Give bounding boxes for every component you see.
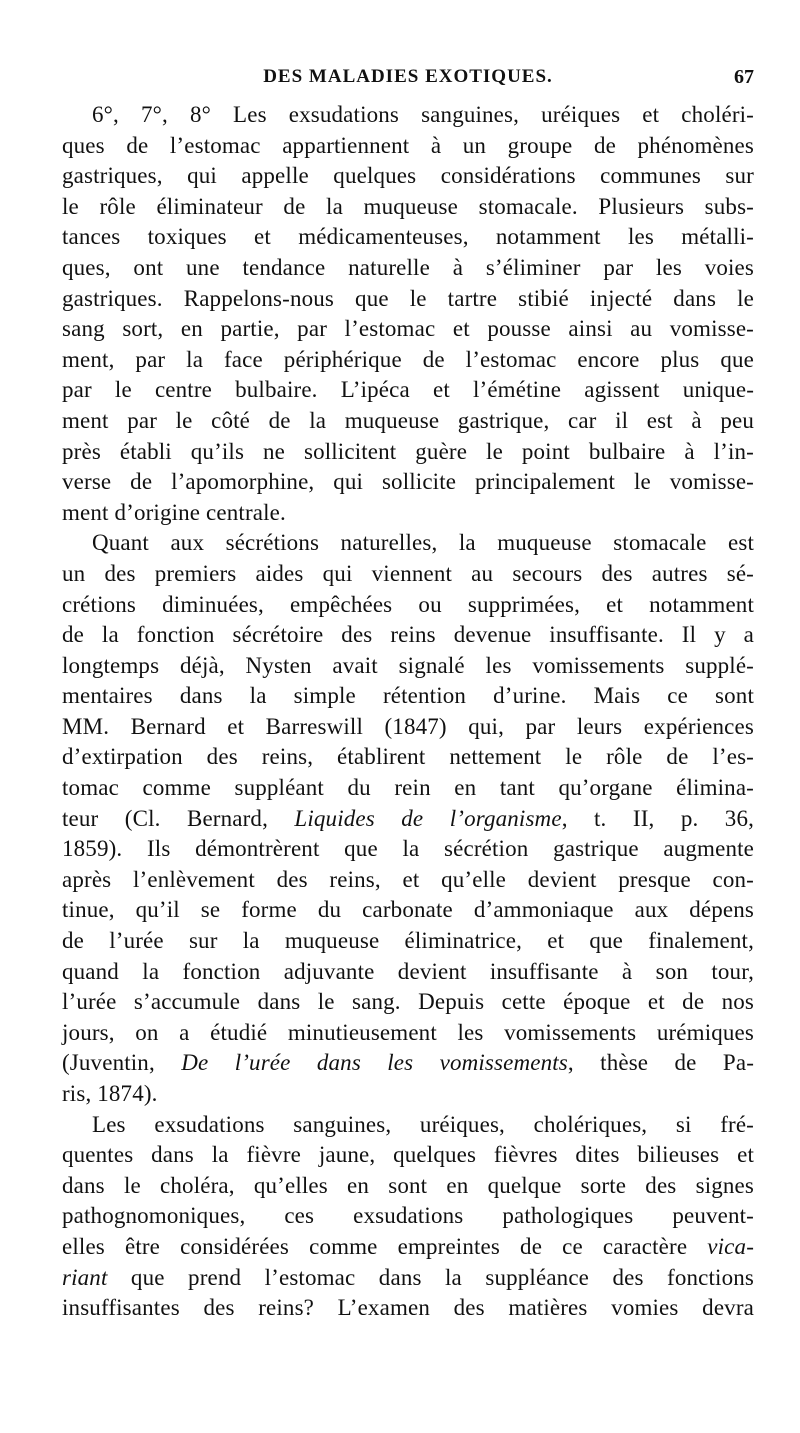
running-title: DES MALADIES EXOTIQUES. <box>263 66 553 87</box>
text-line: après l’enlèvement des reins, et qu’elle devient presque con- <box>62 866 754 892</box>
text-fragment: elles être considérées comme empreintes de ce caractère <box>62 1233 708 1259</box>
text-line: longtemps déjà, Nysten avait signalé les vomissements supplé- <box>62 652 754 678</box>
text-line: ris, 1874). <box>62 1081 158 1106</box>
text-line: ment, par la face périphérique de l’estomac encore plus que <box>62 346 754 372</box>
text-line: insuffisantes des reins? L’examen des matières vomies devra <box>62 1295 754 1321</box>
paragraph-gastric-elimination <box>62 100 754 528</box>
paragraph-exsudations <box>62 1110 754 1324</box>
text-line: tances toxiques et médicamenteuses, notamment les métalli- <box>62 224 754 250</box>
running-header <box>62 66 754 100</box>
text-line: ment d’origine centrale. <box>62 499 286 525</box>
book-page <box>62 66 754 1324</box>
text-line: par le centre bulbaire. L’ipéca et l’émétine agissent unique- <box>62 377 754 403</box>
text-line: MM. Bernard et Barreswill (1847) qui, par leurs expériences <box>62 713 754 739</box>
citation-text: , t. II, p. 36, <box>561 805 755 831</box>
text-line: gastriques. Rappelons-nous que le tartre stibié injecté dans le <box>62 285 754 311</box>
text-line: ques, ont une tendance naturelle à s’éliminer par les voies <box>62 254 754 280</box>
italic-term: riant <box>62 1264 108 1290</box>
text-line: de la fonction sécrétoire des reins devenue insuffisante. Il y a <box>62 622 754 648</box>
text-line <box>62 1263 754 1294</box>
text-line-citation <box>62 804 754 835</box>
text-line: crétions diminuées, empêchées ou supprimées, et notamment <box>62 591 754 617</box>
text-line: Les exsudations sanguines, uréiques, cholériques, si fré- <box>92 1111 754 1137</box>
text-line: le rôle éliminateur de la muqueuse stomacale. Plusieurs subs- <box>62 193 754 219</box>
text-line: l’urée s’accumule dans le sang. Depuis cette époque et de nos <box>62 989 754 1015</box>
citation-text: (Juventin, <box>62 1050 182 1076</box>
text-line: tinue, qu’il se forme du carbonate d’ammoniaque aux dépens <box>62 897 754 923</box>
text-line: ques de l’estomac appartiennent à un groupe de phénomènes <box>62 132 754 158</box>
text-line: un des premiers aides qui viennent au secours des autres sé- <box>62 560 754 586</box>
citation-text: teur (Cl. Bernard, <box>62 805 295 831</box>
text-line: Quant aux sécrétions naturelles, la muqueuse stomacale est <box>92 530 754 556</box>
text-line: jours, on a étudié minutieusement les vomissements urémiques <box>62 1019 754 1045</box>
text-line: de l’urée sur la muqueuse éliminatrice, et que finalement, <box>62 928 754 954</box>
text-line: d’extirpation des reins, établirent nettement le rôle de l’es- <box>62 744 754 770</box>
text-line: verse de l’apomorphine, qui sollicite principalement le vomisse- <box>62 469 754 495</box>
text-line: dans le choléra, qu’elles en sont en quelque sorte des signes <box>62 1172 754 1198</box>
italic-term: vica- <box>707 1233 754 1259</box>
text-line: 6°, 7°, 8° Les exsudations sanguines, uréiques et choléri- <box>92 102 754 127</box>
text-line <box>62 1232 754 1263</box>
text-line: tomac comme suppléant du rein en tant qu’organe élimina- <box>62 775 754 801</box>
page-number: 67 <box>734 66 754 88</box>
citation-title: De l’urée dans les vomissements <box>181 1050 568 1076</box>
text-line: pathognomoniques, ces exsudations pathologiques peuvent- <box>62 1203 754 1229</box>
text-line: près établi qu’ils ne sollicitent guère le point bulbaire à l’in- <box>62 438 754 464</box>
text-line-citation <box>62 1048 754 1079</box>
text-line: sang sort, en partie, par l’estomac et pousse ainsi au vomisse- <box>62 316 754 342</box>
text-fragment: que prend l’estomac dans la suppléance des fonctions <box>107 1264 754 1290</box>
text-line: mentaires dans la simple rétention d’urine. Mais ce sont <box>62 683 754 709</box>
text-line: 1859). Ils démontrèrent que la sécrétion gastrique augmente <box>62 836 754 862</box>
text-line: quentes dans la fièvre jaune, quelques fièvres dites bilieuses et <box>62 1142 754 1168</box>
citation-title: Liquides de l’organisme <box>294 805 562 831</box>
text-line: gastriques, qui appelle quelques considérations communes sur <box>62 163 754 189</box>
citation-text: , thèse de Pa- <box>567 1050 754 1076</box>
text-line: quand la fonction adjuvante devient insuffisante à son tour, <box>62 958 754 984</box>
text-line: ment par le côté de la muqueuse gastrique, car il est à peu <box>62 407 754 433</box>
paragraph-natural-secretions <box>62 528 754 1109</box>
